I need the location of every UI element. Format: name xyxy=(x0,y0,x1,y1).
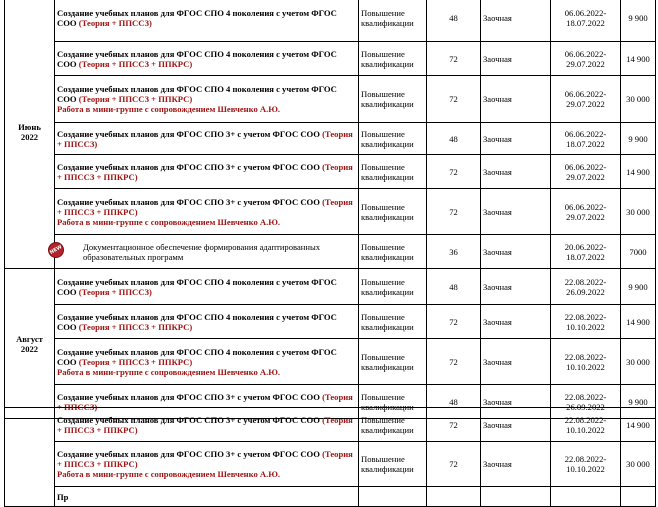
form-cell: Заочная xyxy=(481,189,551,235)
form-cell: Заочная xyxy=(481,42,551,76)
course-title: Создание учебных планов для ФГОС СПО 4 поколения с учетом ФГОС СОО xyxy=(57,346,337,367)
course-row xyxy=(5,155,656,189)
form-cell: Заочная xyxy=(481,269,551,305)
schedule-table-page-1 xyxy=(4,0,656,419)
hours-cell: 72 xyxy=(427,305,481,339)
hours-cell: 72 xyxy=(427,442,481,487)
type-cell: Повышение квалификации xyxy=(359,408,427,442)
course-row xyxy=(5,235,656,269)
type-cell: Повышение квалификации xyxy=(359,305,427,339)
course-cell xyxy=(48,235,359,269)
type-cell: Повышение квалификации xyxy=(359,42,427,76)
dates-cell: 06.06.2022-29.07.2022 xyxy=(551,155,621,189)
dates-cell: 20.06.2022-18.07.2022 xyxy=(551,235,621,269)
form-cell: Заочная xyxy=(481,123,551,155)
course-title: Создание учебных планов для ФГОС СПО 4 поколения с учетом ФГОС СОО xyxy=(57,8,337,28)
hours-cell: 36 xyxy=(427,235,481,269)
form-cell xyxy=(481,487,551,507)
dates-cell: 22.08.2022-26.09.2022 xyxy=(551,385,621,419)
price-cell: 9 900 xyxy=(621,385,656,419)
course-row xyxy=(5,408,656,442)
course-title: Документационное обеспечение формирования адаптированных образовательных программ xyxy=(83,241,321,262)
price-cell: 30 000 xyxy=(621,339,656,385)
month-cell xyxy=(5,408,55,507)
price-cell xyxy=(621,487,656,507)
hours-cell: 72 xyxy=(427,408,481,442)
dates-cell: 22.08.2022-10.10.2022 xyxy=(551,442,621,487)
course-cell xyxy=(55,487,359,507)
dates-cell xyxy=(551,487,621,507)
price-cell: 30 000 xyxy=(621,76,656,123)
course-row xyxy=(5,42,656,76)
type-cell: Повышение квалификации xyxy=(359,339,427,385)
course-track: (Теория + ППССЗ + ППКРС) xyxy=(57,161,353,182)
course-cell xyxy=(55,76,359,123)
price-cell: 7000 xyxy=(621,235,656,269)
course-title: Создание учебных планов для ФГОС СПО 3+ с учетом ФГОС СОО xyxy=(57,414,320,425)
course-title: Пр xyxy=(57,491,69,502)
dates-cell: 06.06.2022-18.07.2022 xyxy=(551,123,621,155)
course-title: Создание учебных планов для ФГОС СПО 4 поколения с учетом ФГОС СОО xyxy=(57,84,337,104)
dates-cell: 06.06.2022-29.07.2022 xyxy=(551,189,621,235)
course-row xyxy=(5,76,656,123)
hours-cell: 48 xyxy=(427,269,481,305)
course-cell xyxy=(55,155,359,189)
course-cell xyxy=(55,339,359,385)
hours-cell: 72 xyxy=(427,189,481,235)
course-cell xyxy=(55,42,359,76)
course-cell xyxy=(55,408,359,442)
dates-cell: 06.06.2022-29.07.2022 xyxy=(551,76,621,123)
dates-cell: 22.08.2022-26.09.2022 xyxy=(551,269,621,305)
course-cell xyxy=(55,305,359,339)
course-title: Создание учебных планов для ФГОС СПО 3+ с учетом ФГОС СОО xyxy=(57,449,320,459)
type-cell: Повышение квалификации xyxy=(359,235,427,269)
course-row xyxy=(5,269,656,305)
course-track: (Теория + ППССЗ + ППКРС) xyxy=(78,356,193,367)
price-cell: 14 900 xyxy=(621,408,656,442)
hours-cell: 72 xyxy=(427,339,481,385)
course-cell xyxy=(55,0,359,42)
type-cell: Повышение квалификации xyxy=(359,0,427,42)
dates-cell: 06.06.2022-29.07.2022 xyxy=(551,42,621,76)
type-cell: Повышение квалификации xyxy=(359,269,427,305)
course-row xyxy=(5,123,656,155)
dates-cell: 22.08.2022-10.10.2022 xyxy=(551,305,621,339)
course-row xyxy=(5,0,656,42)
course-row xyxy=(5,189,656,235)
price-cell: 14 900 xyxy=(621,155,656,189)
price-cell: 14 900 xyxy=(621,42,656,76)
course-row xyxy=(5,442,656,487)
course-track: (Теория + ППССЗ + ППКРС) xyxy=(78,94,193,104)
form-cell: Заочная xyxy=(481,235,551,269)
hours-cell: 72 xyxy=(427,42,481,76)
price-cell: 14 900 xyxy=(621,305,656,339)
price-cell: 30 000 xyxy=(621,189,656,235)
month-cell: Август 2022 xyxy=(5,269,55,419)
form-cell: Заочная xyxy=(481,0,551,42)
type-cell: Повышение квалификации xyxy=(359,385,427,419)
hours-cell: 72 xyxy=(427,155,481,189)
course-note: Работа в мини-группе с сопровождением Шевченко А.Ю. xyxy=(57,104,281,114)
form-cell: Заочная xyxy=(481,442,551,487)
price-cell: 30 000 xyxy=(621,442,656,487)
price-cell: 9 900 xyxy=(621,269,656,305)
course-track: (Теория + ППССЗ) xyxy=(78,18,152,28)
course-track: (Теория + ППССЗ + ППКРС) xyxy=(57,449,353,469)
hours-cell: 48 xyxy=(427,123,481,155)
course-row xyxy=(5,487,656,507)
form-cell: Заочная xyxy=(481,305,551,339)
course-title: Создание учебных планов для ФГОС СПО 3+ с учетом ФГОС СОО xyxy=(57,128,320,139)
dates-cell: 22.08.2022-10.10.2022 xyxy=(551,408,621,442)
course-note: Работа в мини-группе с сопровождением Шевченко А.Ю. xyxy=(57,216,281,227)
hours-cell: 48 xyxy=(427,385,481,419)
schedule-table-page-2 xyxy=(4,407,656,507)
new-badge-icon: NEW xyxy=(45,239,67,261)
course-cell xyxy=(55,123,359,155)
course-title: Создание учебных планов для ФГОС СПО 3+ с учетом ФГОС СОО xyxy=(57,161,320,172)
form-cell: Заочная xyxy=(481,155,551,189)
hours-cell: 48 xyxy=(427,0,481,42)
form-cell: Заочная xyxy=(481,408,551,442)
course-track: (Теория + ППССЗ + ППКРС) xyxy=(78,321,193,332)
course-track: (Теория + ППССЗ) xyxy=(57,128,353,149)
course-cell xyxy=(55,189,359,235)
course-row xyxy=(5,305,656,339)
type-cell: Повышение квалификации xyxy=(359,442,427,487)
course-cell xyxy=(55,442,359,487)
type-cell: Повышение квалификации xyxy=(359,76,427,123)
type-cell: Повышение квалификации xyxy=(359,155,427,189)
month-cell: Июнь 2022 xyxy=(5,0,55,269)
course-track: (Теория + ППССЗ) xyxy=(78,286,152,297)
dates-cell: 22.08.2022-10.10.2022 xyxy=(551,339,621,385)
course-title: Создание учебных планов для ФГОС СПО 3+ с учетом ФГОС СОО xyxy=(57,196,320,207)
course-title: Создание учебных планов для ФГОС СПО 4 поколения с учетом ФГОС СОО xyxy=(57,276,337,297)
hours-cell: 72 xyxy=(427,76,481,123)
type-cell: Повышение квалификации xyxy=(359,123,427,155)
course-row xyxy=(5,339,656,385)
course-track: (Теория + ППССЗ) xyxy=(57,391,353,412)
course-title: Создание учебных планов для ФГОС СПО 4 поколения с учетом ФГОС СОО xyxy=(57,48,337,69)
type-cell: Повышение квалификации xyxy=(359,189,427,235)
course-note: Работа в мини-группе с сопровождением Шевченко А.Ю. xyxy=(57,366,281,377)
type-cell xyxy=(359,487,427,507)
price-cell: 9 900 xyxy=(621,123,656,155)
course-track: (Теория + ППССЗ + ППКРС) xyxy=(78,58,193,69)
course-title: Создание учебных планов для ФГОС СПО 3+ с учетом ФГОС СОО xyxy=(57,391,320,402)
course-title: Создание учебных планов для ФГОС СПО 4 поколения с учетом ФГОС СОО xyxy=(57,311,337,332)
dates-cell: 06.06.2022-18.07.2022 xyxy=(551,0,621,42)
course-cell xyxy=(55,269,359,305)
form-cell: Заочная xyxy=(481,339,551,385)
form-cell: Заочная xyxy=(481,76,551,123)
course-note: Работа в мини-группе с сопровождением Шевченко А.Ю. xyxy=(57,469,281,479)
price-cell: 9 900 xyxy=(621,0,656,42)
course-track: (Теория + ППССЗ + ППКРС) xyxy=(57,196,353,217)
course-track: (Теория + ППССЗ + ППКРС) xyxy=(57,414,353,435)
form-cell: Заочная xyxy=(481,385,551,419)
hours-cell xyxy=(427,487,481,507)
